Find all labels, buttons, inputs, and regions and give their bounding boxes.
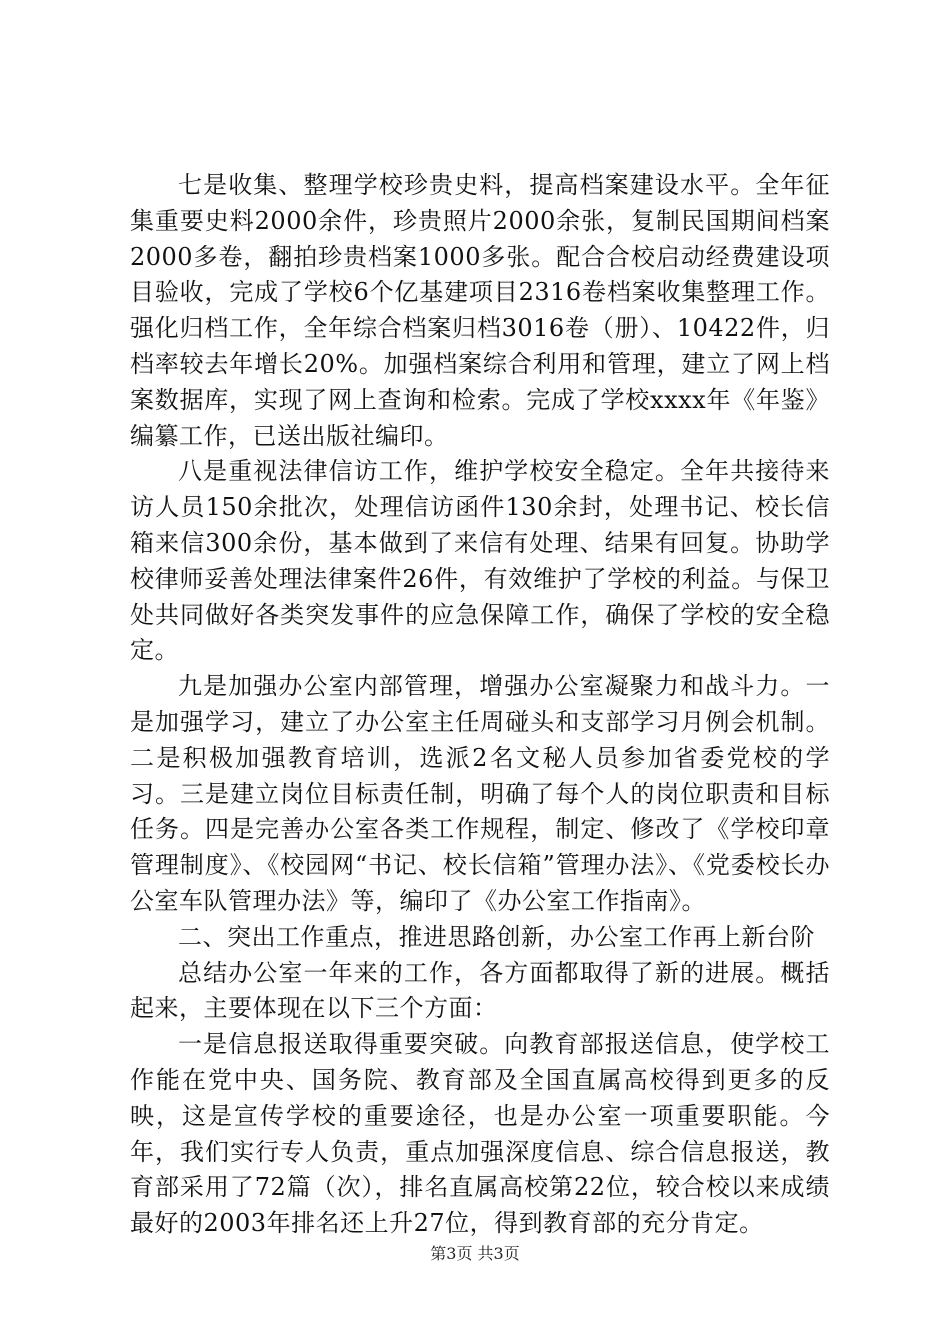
page-footer: 第3页 共3页: [430, 1244, 520, 1263]
paragraph-archives: 七是收集、整理学校珍贵史料，提高档案建设水平。全年征集重要史料2000余件，珍贵照片2000余张，复制民国期间档案2000多卷，翻拍珍贵档案1000多张。配合合校启动经费建设项目验收，完成了学校6个亿基建项目2316卷档案收集整理工作。强化归档工作，全年综合档案归档3016卷（册）、10422件，归档率较去年增长20%。加强档案综合利用和管理，建立了网上档案数据库，实现了网上查询和检索。完成了学校xxxx年《年鉴》编纂工作，已送出版社编印。: [130, 171, 830, 450]
paragraph-summary: 总结办公室一年来的工作，各方面都取得了新的进展。概括起来，主要体现在以下三个方面：: [130, 958, 830, 1023]
section-heading: 二、突出工作重点，推进思路创新，办公室工作再上新台阶: [178, 922, 815, 951]
paragraph-office-management: 九是加强办公室内部管理，增强办公室凝聚力和战斗力。一是加强学习，建立了办公室主任周碰头和支部学习月例会机制。二是积极加强教育培训，选派2名文秘人员参加省委党校的学习。三是建立岗位目标责任制，明确了每个人的岗位职责和目标任务。四是完善办公室各类工作规程，制定、修改了《学校印章管理制度》、《校园网“书记、校长信箱”管理办法》、《党委校长办公室车队管理办法》等，编印了《办公室工作指南》。: [130, 672, 830, 915]
document-body: [130, 168, 830, 1242]
paragraph-information-reporting: 一是信息报送取得重要突破。向教育部报送信息，使学校工作能在党中央、国务院、教育部及全国直属高校得到更多的反映，这是宣传学校的重要途径，也是办公室一项重要职能。今年，我们实行专人负责，重点加强深度信息、综合信息报送，教育部采用了72篇（次），排名直属高校第22位，较合校以来成绩最好的2003年排名还上升27位，得到教育部的充分肯定。: [130, 1030, 830, 1238]
paragraph-legal-petition: 八是重视法律信访工作，维护学校安全稳定。全年共接待来访人员150余批次，处理信访函件130余封，处理书记、校长信箱来信300余份，基本做到了来信有处理、结果有回复。协助学校律师妥善处理法律案件26件，有效维护了学校的利益。与保卫处共同做好各类突发事件的应急保障工作，确保了学校的安全稳定。: [130, 457, 830, 665]
